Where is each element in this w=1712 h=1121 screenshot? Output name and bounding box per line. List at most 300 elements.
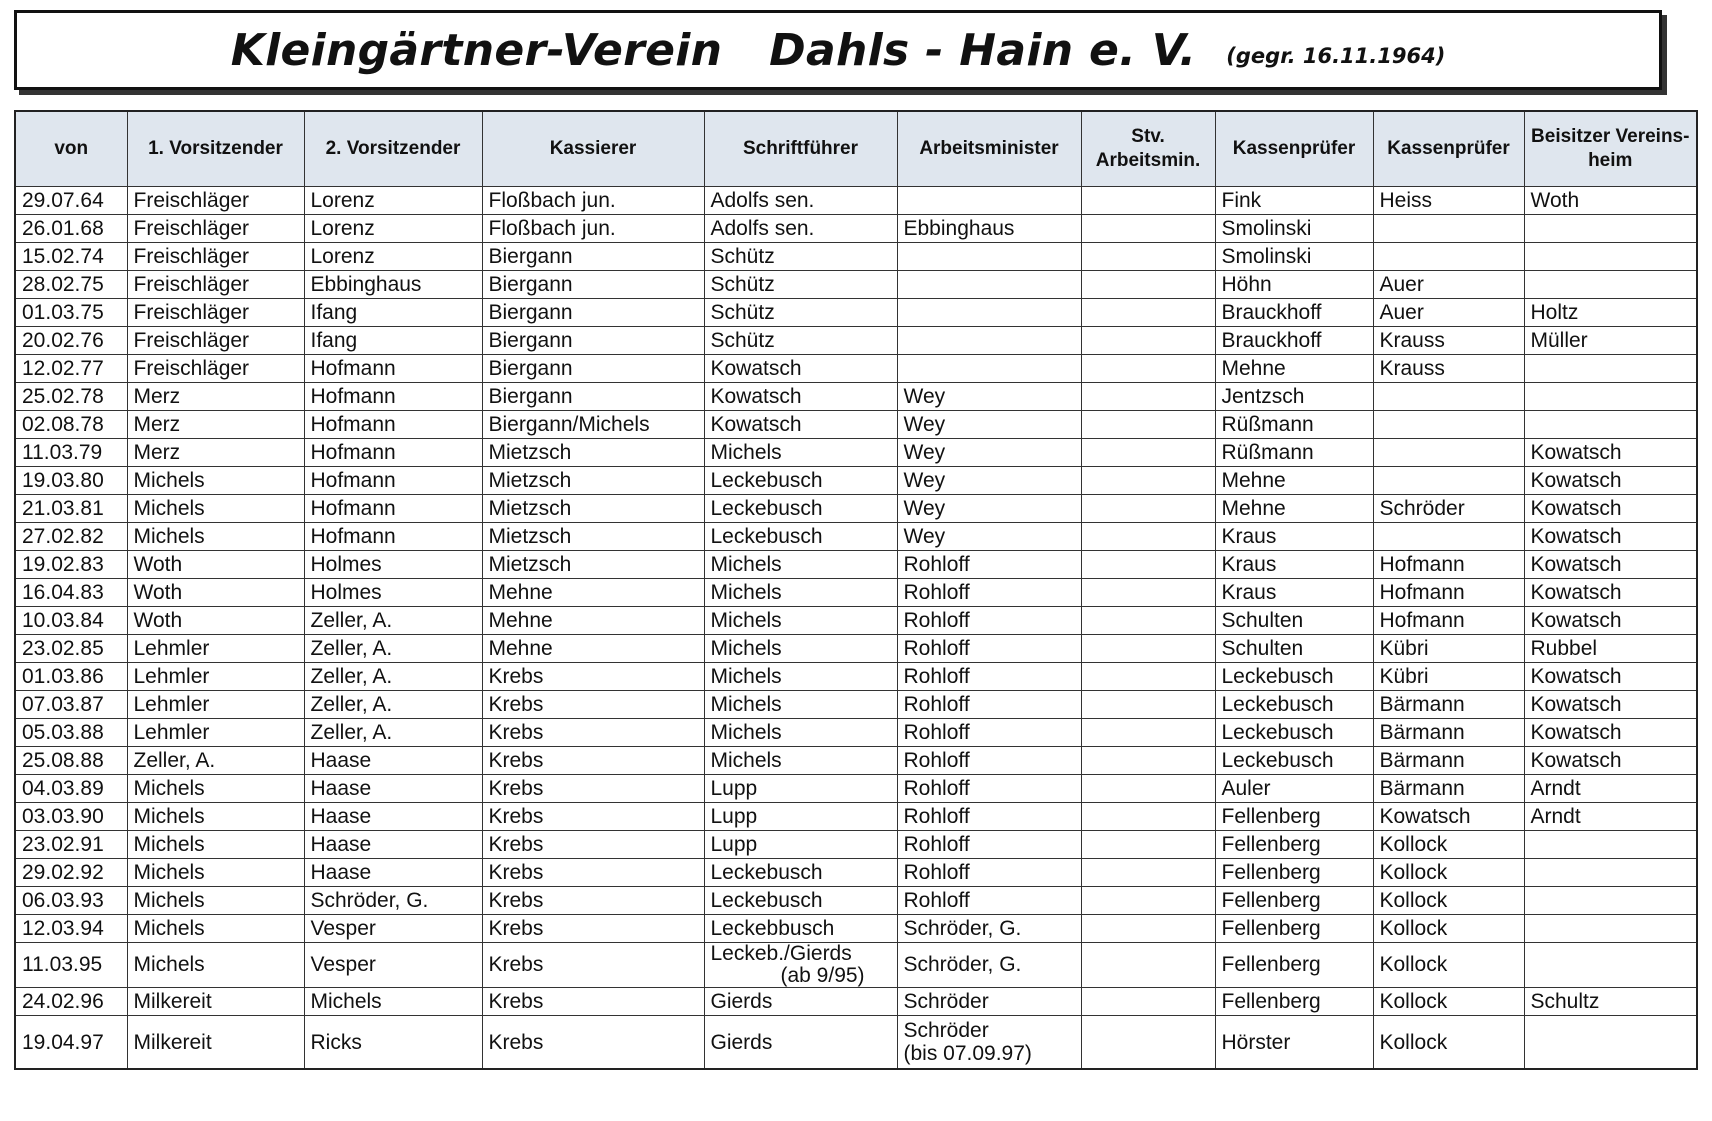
cell-stv-arbeitsmin: [1081, 467, 1215, 495]
cell-kassenpruefer-2: Kollock: [1373, 1016, 1524, 1070]
cell-stv-arbeitsmin: [1081, 887, 1215, 915]
cell-2-vorsitzender: Ifang: [304, 327, 482, 355]
cell-stv-arbeitsmin: [1081, 383, 1215, 411]
cell-2-vorsitzender: Lorenz: [304, 243, 482, 271]
cell-von: 12.02.77: [15, 355, 127, 383]
cell-von: 16.04.83: [15, 579, 127, 607]
cell-kassenpruefer-1: Leckebusch: [1215, 719, 1373, 747]
cell-kassenpruefer-1: Fellenberg: [1215, 988, 1373, 1016]
cell-stv-arbeitsmin: [1081, 271, 1215, 299]
cell-kassenpruefer-2: [1373, 383, 1524, 411]
cell-1-vorsitzender: Freischläger: [127, 299, 304, 327]
cell-kassenpruefer-1: Fellenberg: [1215, 803, 1373, 831]
cell-arbeitsminister: Rohloff: [897, 831, 1081, 859]
cell-arbeitsminister: Wey: [897, 495, 1081, 523]
cell-kassierer: Krebs: [482, 775, 704, 803]
table-row: [15, 299, 1697, 327]
cell-von: 04.03.89: [15, 775, 127, 803]
cell-kassierer: Krebs: [482, 915, 704, 943]
cell-beisitzer-vereinsheim: [1524, 411, 1697, 439]
cell-schriftfuehrer: Lupp: [704, 775, 897, 803]
cell-kassierer: Biergann: [482, 327, 704, 355]
cell-arbeitsminister: Schröder, G.: [897, 915, 1081, 943]
table-row: [15, 355, 1697, 383]
cell-von: 01.03.75: [15, 299, 127, 327]
table-row: [15, 579, 1697, 607]
cell-kassenpruefer-1: Mehne: [1215, 467, 1373, 495]
header-row: [15, 111, 1697, 187]
cell-kassenpruefer-1: Rüßmann: [1215, 439, 1373, 467]
cell-beisitzer-vereinsheim: [1524, 243, 1697, 271]
cell-kassierer: Mietzsch: [482, 439, 704, 467]
cell-schriftfuehrer: Michels: [704, 663, 897, 691]
cell-kassenpruefer-1: Hörster: [1215, 1016, 1373, 1070]
cell-kassenpruefer-1: Smolinski: [1215, 215, 1373, 243]
cell-kassenpruefer-1: Leckebusch: [1215, 747, 1373, 775]
table-row: [15, 831, 1697, 859]
cell-kassenpruefer-1: Fellenberg: [1215, 831, 1373, 859]
cell-stv-arbeitsmin: [1081, 943, 1215, 988]
cell-von: 21.03.81: [15, 495, 127, 523]
cell-arbeitsminister: Schröder, G.: [897, 943, 1081, 988]
cell-kassenpruefer-1: Kraus: [1215, 551, 1373, 579]
table-row: [15, 691, 1697, 719]
cell-von: 29.07.64: [15, 187, 127, 215]
cell-2-vorsitzender: Haase: [304, 831, 482, 859]
table-row: [15, 439, 1697, 467]
cell-kassenpruefer-2: Auer: [1373, 299, 1524, 327]
cell-arbeitsminister: Schröder: [897, 988, 1081, 1016]
table-row: [15, 775, 1697, 803]
cell-1-vorsitzender: Lehmler: [127, 691, 304, 719]
cell-beisitzer-vereinsheim: Müller: [1524, 327, 1697, 355]
col-header-arbeitsminister: Arbeitsminister: [897, 111, 1081, 187]
cell-kassenpruefer-2: Hofmann: [1373, 551, 1524, 579]
cell-kassenpruefer-1: Schulten: [1215, 635, 1373, 663]
cell-kassenpruefer-1: Rüßmann: [1215, 411, 1373, 439]
cell-kassenpruefer-1: Kraus: [1215, 579, 1373, 607]
cell-beisitzer-vereinsheim: Schultz: [1524, 988, 1697, 1016]
cell-2-vorsitzender: Lorenz: [304, 215, 482, 243]
table-row: [15, 915, 1697, 943]
cell-stv-arbeitsmin: [1081, 439, 1215, 467]
cell-kassenpruefer-2: Hofmann: [1373, 607, 1524, 635]
cell-kassenpruefer-2: Bärmann: [1373, 775, 1524, 803]
cell-1-vorsitzender: Zeller, A.: [127, 747, 304, 775]
cell-stv-arbeitsmin: [1081, 719, 1215, 747]
cell-kassenpruefer-1: Mehne: [1215, 355, 1373, 383]
cell-2-vorsitzender: Ifang: [304, 299, 482, 327]
cell-schriftfuehrer: Michels: [704, 719, 897, 747]
cell-line: Schröder: [903, 1019, 989, 1042]
cell-schriftfuehrer: Leckebusch: [704, 467, 897, 495]
cell-kassenpruefer-1: Fellenberg: [1215, 915, 1373, 943]
cell-von: 29.02.92: [15, 859, 127, 887]
cell-2-vorsitzender: Hofmann: [304, 495, 482, 523]
cell-schriftfuehrer: Leckebbusch: [704, 915, 897, 943]
cell-stv-arbeitsmin: [1081, 355, 1215, 383]
cell-schriftfuehrer: Adolfs sen.: [704, 215, 897, 243]
cell-von: 20.02.76: [15, 327, 127, 355]
cell-2-vorsitzender: Zeller, A.: [304, 607, 482, 635]
cell-von: 25.02.78: [15, 383, 127, 411]
cell-2-vorsitzender: Vesper: [304, 915, 482, 943]
cell-1-vorsitzender: Woth: [127, 607, 304, 635]
cell-kassenpruefer-1: Kraus: [1215, 523, 1373, 551]
cell-1-vorsitzender: Lehmler: [127, 635, 304, 663]
cell-arbeitsminister: Rohloff: [897, 775, 1081, 803]
cell-beisitzer-vereinsheim: Arndt: [1524, 775, 1697, 803]
cell-kassierer: Krebs: [482, 859, 704, 887]
table-row: [15, 551, 1697, 579]
cell-von: 24.02.96: [15, 988, 127, 1016]
col-header-2-vorsitzender: 2. Vorsitzender: [304, 111, 482, 187]
cell-arbeitsminister: Wey: [897, 439, 1081, 467]
cell-von: 07.03.87: [15, 691, 127, 719]
cell-von: 10.03.84: [15, 607, 127, 635]
board-history-table: [14, 110, 1698, 1070]
cell-kassenpruefer-1: Fellenberg: [1215, 943, 1373, 988]
cell-beisitzer-vereinsheim: Rubbel: [1524, 635, 1697, 663]
cell-1-vorsitzender: Michels: [127, 775, 304, 803]
cell-arbeitsminister: [897, 271, 1081, 299]
cell-line: (bis 07.09.97): [903, 1042, 1032, 1065]
table-row: [15, 495, 1697, 523]
cell-kassenpruefer-1: Brauckhoff: [1215, 327, 1373, 355]
cell-1-vorsitzender: Lehmler: [127, 719, 304, 747]
cell-beisitzer-vereinsheim: Kowatsch: [1524, 495, 1697, 523]
cell-stv-arbeitsmin: [1081, 663, 1215, 691]
cell-schriftfuehrer: Kowatsch: [704, 355, 897, 383]
cell-2-vorsitzender: Vesper: [304, 943, 482, 988]
cell-stv-arbeitsmin: [1081, 579, 1215, 607]
cell-arbeitsminister: [897, 327, 1081, 355]
cell-kassenpruefer-2: [1373, 215, 1524, 243]
cell-schriftfuehrer: Lupp: [704, 803, 897, 831]
cell-arbeitsminister: Rohloff: [897, 691, 1081, 719]
cell-von: 12.03.94: [15, 915, 127, 943]
cell-stv-arbeitsmin: [1081, 691, 1215, 719]
cell-2-vorsitzender: Hofmann: [304, 383, 482, 411]
cell-2-vorsitzender: Ebbinghaus: [304, 271, 482, 299]
cell-stv-arbeitsmin: [1081, 495, 1215, 523]
cell-schriftfuehrer: Schütz: [704, 271, 897, 299]
cell-2-vorsitzender: Hofmann: [304, 523, 482, 551]
cell-schriftfuehrer: Leckebusch: [704, 523, 897, 551]
cell-beisitzer-vereinsheim: Kowatsch: [1524, 691, 1697, 719]
cell-von: 02.08.78: [15, 411, 127, 439]
cell-kassenpruefer-2: Kowatsch: [1373, 803, 1524, 831]
cell-schriftfuehrer: [704, 943, 897, 988]
cell-kassierer: Biergann: [482, 243, 704, 271]
cell-stv-arbeitsmin: [1081, 915, 1215, 943]
cell-line: (ab 9/95): [780, 964, 865, 987]
table-row: [15, 887, 1697, 915]
cell-schriftfuehrer: Adolfs sen.: [704, 187, 897, 215]
cell-1-vorsitzender: Michels: [127, 803, 304, 831]
cell-stv-arbeitsmin: [1081, 607, 1215, 635]
cell-beisitzer-vereinsheim: [1524, 215, 1697, 243]
cell-von: 25.08.88: [15, 747, 127, 775]
cell-arbeitsminister: Rohloff: [897, 719, 1081, 747]
cell-2-vorsitzender: Haase: [304, 747, 482, 775]
cell-schriftfuehrer: Michels: [704, 607, 897, 635]
cell-1-vorsitzender: Milkereit: [127, 1016, 304, 1070]
cell-kassenpruefer-2: Kübri: [1373, 635, 1524, 663]
cell-beisitzer-vereinsheim: [1524, 383, 1697, 411]
col-header-kassierer: Kassierer: [482, 111, 704, 187]
cell-kassierer: Krebs: [482, 988, 704, 1016]
cell-arbeitsminister: [897, 299, 1081, 327]
cell-beisitzer-vereinsheim: [1524, 887, 1697, 915]
cell-schriftfuehrer: Schütz: [704, 327, 897, 355]
founding-date: (gegr. 16.11.1964): [1226, 44, 1446, 68]
cell-schriftfuehrer: Leckebusch: [704, 859, 897, 887]
cell-1-vorsitzender: Merz: [127, 411, 304, 439]
cell-stv-arbeitsmin: [1081, 803, 1215, 831]
cell-stv-arbeitsmin: [1081, 243, 1215, 271]
cell-von: 19.04.97: [15, 1016, 127, 1070]
cell-schriftfuehrer: Michels: [704, 635, 897, 663]
cell-kassenpruefer-1: Auler: [1215, 775, 1373, 803]
cell-kassenpruefer-2: Krauss: [1373, 355, 1524, 383]
cell-kassierer: Biergann: [482, 383, 704, 411]
cell-kassenpruefer-2: Bärmann: [1373, 691, 1524, 719]
cell-arbeitsminister: Rohloff: [897, 803, 1081, 831]
col-header-kassenpruefer-1: Kassenprüfer: [1215, 111, 1373, 187]
table-row: [15, 719, 1697, 747]
cell-beisitzer-vereinsheim: [1524, 271, 1697, 299]
cell-schriftfuehrer: Schütz: [704, 299, 897, 327]
cell-kassierer: Mietzsch: [482, 551, 704, 579]
cell-von: 15.02.74: [15, 243, 127, 271]
cell-von: 26.01.68: [15, 215, 127, 243]
cell-1-vorsitzender: Freischläger: [127, 327, 304, 355]
cell-arbeitsminister: Wey: [897, 467, 1081, 495]
cell-kassierer: Krebs: [482, 663, 704, 691]
cell-von: 19.02.83: [15, 551, 127, 579]
cell-kassenpruefer-1: Leckebusch: [1215, 691, 1373, 719]
cell-kassenpruefer-2: [1373, 243, 1524, 271]
cell-kassenpruefer-1: Fink: [1215, 187, 1373, 215]
cell-2-vorsitzender: Hofmann: [304, 411, 482, 439]
table-row: [15, 467, 1697, 495]
cell-kassierer: Biergann: [482, 299, 704, 327]
cell-2-vorsitzender: Ricks: [304, 1016, 482, 1070]
table-row: [15, 859, 1697, 887]
cell-kassenpruefer-2: Kollock: [1373, 988, 1524, 1016]
cell-line: Leckeb./Gierds: [710, 942, 852, 965]
cell-kassenpruefer-1: Fellenberg: [1215, 859, 1373, 887]
cell-1-vorsitzender: Michels: [127, 859, 304, 887]
cell-arbeitsminister: Rohloff: [897, 859, 1081, 887]
cell-beisitzer-vereinsheim: Kowatsch: [1524, 467, 1697, 495]
cell-kassenpruefer-2: Bärmann: [1373, 747, 1524, 775]
cell-kassierer: Krebs: [482, 943, 704, 988]
cell-arbeitsminister: Rohloff: [897, 635, 1081, 663]
cell-kassenpruefer-1: Leckebusch: [1215, 663, 1373, 691]
cell-2-vorsitzender: Schröder, G.: [304, 887, 482, 915]
table-row: [15, 523, 1697, 551]
cell-2-vorsitzender: Michels: [304, 988, 482, 1016]
col-header-kassenpruefer-2: Kassenprüfer: [1373, 111, 1524, 187]
cell-beisitzer-vereinsheim: [1524, 943, 1697, 988]
cell-stv-arbeitsmin: [1081, 215, 1215, 243]
cell-schriftfuehrer: Schütz: [704, 243, 897, 271]
cell-beisitzer-vereinsheim: Kowatsch: [1524, 439, 1697, 467]
cell-kassierer: Krebs: [482, 1016, 704, 1070]
cell-2-vorsitzender: Haase: [304, 775, 482, 803]
cell-von: 03.03.90: [15, 803, 127, 831]
cell-von: 23.02.91: [15, 831, 127, 859]
cell-beisitzer-vereinsheim: Arndt: [1524, 803, 1697, 831]
cell-kassenpruefer-2: [1373, 411, 1524, 439]
cell-kassenpruefer-2: Bärmann: [1373, 719, 1524, 747]
cell-stv-arbeitsmin: [1081, 327, 1215, 355]
cell-kassenpruefer-2: Kollock: [1373, 943, 1524, 988]
cell-kassenpruefer-2: [1373, 523, 1524, 551]
cell-1-vorsitzender: Merz: [127, 383, 304, 411]
cell-stv-arbeitsmin: [1081, 551, 1215, 579]
cell-1-vorsitzender: Michels: [127, 943, 304, 988]
cell-kassierer: Krebs: [482, 747, 704, 775]
cell-1-vorsitzender: Woth: [127, 551, 304, 579]
cell-stv-arbeitsmin: [1081, 187, 1215, 215]
cell-kassierer: Mehne: [482, 607, 704, 635]
cell-schriftfuehrer: Michels: [704, 579, 897, 607]
cell-1-vorsitzender: Lehmler: [127, 663, 304, 691]
cell-2-vorsitzender: Zeller, A.: [304, 635, 482, 663]
cell-kassierer: Mietzsch: [482, 467, 704, 495]
cell-schriftfuehrer: Leckebusch: [704, 887, 897, 915]
cell-stv-arbeitsmin: [1081, 775, 1215, 803]
cell-von: 01.03.86: [15, 663, 127, 691]
cell-2-vorsitzender: Zeller, A.: [304, 691, 482, 719]
cell-kassenpruefer-2: [1373, 439, 1524, 467]
cell-2-vorsitzender: Hofmann: [304, 439, 482, 467]
cell-kassenpruefer-2: Kollock: [1373, 915, 1524, 943]
cell-stv-arbeitsmin: [1081, 831, 1215, 859]
cell-beisitzer-vereinsheim: Kowatsch: [1524, 551, 1697, 579]
cell-stv-arbeitsmin: [1081, 747, 1215, 775]
cell-kassenpruefer-1: Brauckhoff: [1215, 299, 1373, 327]
cell-arbeitsminister: Wey: [897, 523, 1081, 551]
table-body: [15, 187, 1697, 1070]
page-title: Kleingärtner-Verein Dahls - Hain e. V.: [230, 24, 1197, 76]
cell-schriftfuehrer: Gierds: [704, 1016, 897, 1070]
cell-arbeitsminister: Rohloff: [897, 747, 1081, 775]
cell-kassenpruefer-2: Kollock: [1373, 831, 1524, 859]
cell-arbeitsminister: [897, 1016, 1081, 1070]
cell-arbeitsminister: [897, 355, 1081, 383]
cell-beisitzer-vereinsheim: Kowatsch: [1524, 607, 1697, 635]
cell-beisitzer-vereinsheim: [1524, 1016, 1697, 1070]
cell-schriftfuehrer: Michels: [704, 551, 897, 579]
col-header-beisitzer-vereinsheim: Beisitzer Vereins-heim: [1524, 111, 1697, 187]
col-header-stv-arbeitsmin: Stv. Arbeitsmin.: [1081, 111, 1215, 187]
table-row: [15, 988, 1697, 1016]
cell-schriftfuehrer: Gierds: [704, 988, 897, 1016]
cell-beisitzer-vereinsheim: [1524, 355, 1697, 383]
col-header-1-vorsitzender: 1. Vorsitzender: [127, 111, 304, 187]
cell-1-vorsitzender: Woth: [127, 579, 304, 607]
cell-beisitzer-vereinsheim: Kowatsch: [1524, 579, 1697, 607]
cell-2-vorsitzender: Hofmann: [304, 467, 482, 495]
cell-kassierer: Krebs: [482, 691, 704, 719]
table-row: [15, 383, 1697, 411]
cell-kassenpruefer-2: Schröder: [1373, 495, 1524, 523]
cell-von: 11.03.95: [15, 943, 127, 988]
cell-kassenpruefer-1: Mehne: [1215, 495, 1373, 523]
cell-arbeitsminister: Wey: [897, 383, 1081, 411]
cell-2-vorsitzender: Hofmann: [304, 355, 482, 383]
cell-1-vorsitzender: Merz: [127, 439, 304, 467]
cell-kassierer: Mehne: [482, 635, 704, 663]
cell-2-vorsitzender: Zeller, A.: [304, 663, 482, 691]
cell-stv-arbeitsmin: [1081, 859, 1215, 887]
cell-kassierer: Mietzsch: [482, 523, 704, 551]
table-row: [15, 607, 1697, 635]
cell-kassenpruefer-2: [1373, 467, 1524, 495]
cell-beisitzer-vereinsheim: Kowatsch: [1524, 663, 1697, 691]
cell-arbeitsminister: [897, 187, 1081, 215]
cell-kassierer: Mehne: [482, 579, 704, 607]
cell-beisitzer-vereinsheim: Kowatsch: [1524, 719, 1697, 747]
cell-arbeitsminister: Wey: [897, 411, 1081, 439]
cell-beisitzer-vereinsheim: Woth: [1524, 187, 1697, 215]
cell-kassierer: Krebs: [482, 719, 704, 747]
cell-schriftfuehrer: Lupp: [704, 831, 897, 859]
table-row: [15, 803, 1697, 831]
cell-2-vorsitzender: Zeller, A.: [304, 719, 482, 747]
cell-stv-arbeitsmin: [1081, 523, 1215, 551]
cell-kassierer: Mietzsch: [482, 495, 704, 523]
cell-stv-arbeitsmin: [1081, 635, 1215, 663]
cell-1-vorsitzender: Michels: [127, 915, 304, 943]
table-row: [15, 1016, 1697, 1070]
cell-1-vorsitzender: Milkereit: [127, 988, 304, 1016]
cell-von: 11.03.79: [15, 439, 127, 467]
cell-kassenpruefer-1: Höhn: [1215, 271, 1373, 299]
table-row: [15, 663, 1697, 691]
table-row: [15, 271, 1697, 299]
col-header-schriftfuehrer: Schriftführer: [704, 111, 897, 187]
cell-2-vorsitzender: Holmes: [304, 579, 482, 607]
cell-kassenpruefer-2: Kübri: [1373, 663, 1524, 691]
cell-stv-arbeitsmin: [1081, 411, 1215, 439]
table-row: [15, 635, 1697, 663]
cell-kassierer: Biergann: [482, 271, 704, 299]
cell-kassierer: Biergann/Michels: [482, 411, 704, 439]
cell-arbeitsminister: Rohloff: [897, 607, 1081, 635]
table-row: [15, 243, 1697, 271]
col-header-von: von: [15, 111, 127, 187]
cell-kassenpruefer-2: Kollock: [1373, 859, 1524, 887]
cell-2-vorsitzender: Holmes: [304, 551, 482, 579]
cell-schriftfuehrer: Michels: [704, 747, 897, 775]
cell-2-vorsitzender: Lorenz: [304, 187, 482, 215]
cell-1-vorsitzender: Michels: [127, 831, 304, 859]
cell-arbeitsminister: Rohloff: [897, 551, 1081, 579]
cell-1-vorsitzender: Michels: [127, 523, 304, 551]
cell-1-vorsitzender: Michels: [127, 495, 304, 523]
cell-1-vorsitzender: Michels: [127, 467, 304, 495]
table-row: [15, 411, 1697, 439]
cell-von: 19.03.80: [15, 467, 127, 495]
cell-beisitzer-vereinsheim: [1524, 915, 1697, 943]
cell-1-vorsitzender: Freischläger: [127, 243, 304, 271]
cell-2-vorsitzender: Haase: [304, 803, 482, 831]
